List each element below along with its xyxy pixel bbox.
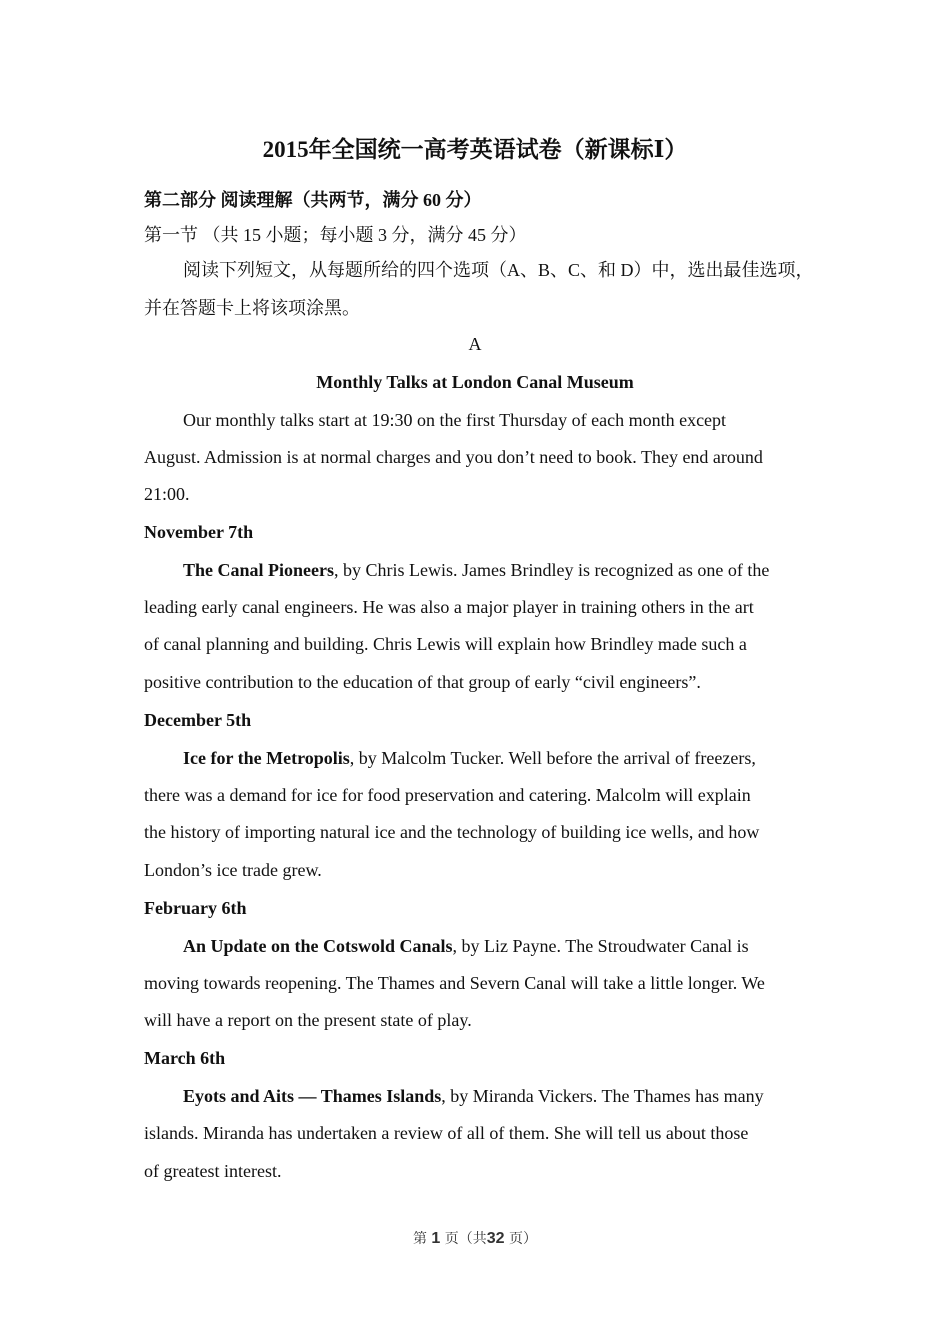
paragraph-line: islands. Miranda has undertaken a review of all of them. She will tell us about those [144, 1123, 749, 1143]
talk-date: December 5th [144, 710, 252, 730]
current-page-number: 1 [431, 1230, 441, 1247]
talk-date: March 6th [144, 1048, 226, 1068]
paragraph-line: there was a demand for ice for food preservation and catering. Malcolm will explain [144, 785, 751, 805]
talk-text: , by Malcolm Tucker. Well before the arrival of freezers, [349, 748, 756, 768]
footer-prefix: 第 [412, 1231, 427, 1247]
instruction-line: 并在答题卡上将该项涂黑。 [144, 298, 360, 318]
subsection-heading: 第一节 （共 15 小题；每小题 3 分，满分 45 分） [144, 225, 527, 245]
talk-title: The Canal Pioneers [183, 560, 334, 580]
passage-title: Monthly Talks at London Canal Museum [316, 372, 634, 392]
paragraph-line [183, 1084, 808, 1108]
talk-text: , by Liz Payne. The Stroudwater Canal is [452, 936, 749, 956]
paragraph-line: positive contribution to the education of that group of early “civil engineers”. [144, 672, 701, 692]
page-footer [0, 1229, 950, 1249]
paragraph-line [183, 746, 808, 770]
page-title: 2015年全国统一高考英语试卷（新课标Ⅰ） [262, 137, 688, 162]
talk-date: November 7th [144, 522, 254, 542]
paragraph-line: will have a report on the present state of play. [144, 1010, 472, 1030]
talk-title: Ice for the Metropolis [183, 748, 350, 768]
paragraph-line [183, 934, 808, 958]
total-pages-number: 32 [486, 1230, 505, 1247]
talk-text: , by Chris Lewis. James Brindley is recognized as one of the [334, 560, 770, 580]
paragraph-line: August. Admission is at normal charges and you don’t need to book. They end around [144, 447, 763, 467]
talk-date: February 6th [144, 898, 247, 918]
paragraph-line: Our monthly talks start at 19:30 on the first Thursday of each month except [183, 410, 727, 430]
talk-text: , by Miranda Vickers. The Thames has many [441, 1086, 764, 1106]
footer-middle: 页（共 [444, 1231, 487, 1247]
paragraph-line: London’s ice trade grew. [144, 860, 322, 880]
paragraph-line: of canal planning and building. Chris Lewis will explain how Brindley made such a [144, 634, 747, 654]
talk-title: Eyots and Aits — Thames Islands [183, 1086, 442, 1106]
passage-label: A [468, 334, 482, 354]
footer-suffix: 页） [509, 1231, 538, 1247]
paragraph-line: 21:00. [144, 484, 190, 504]
paragraph-line: the history of importing natural ice and the technology of building ice wells, and how [144, 822, 760, 842]
part-heading: 第二部分 阅读理解（共两节，满分 60 分） [144, 190, 482, 210]
talk-title: An Update on the Cotswold Canals [183, 936, 453, 956]
paragraph-line: moving towards reopening. The Thames and Severn Canal will take a little longer. We [144, 973, 765, 993]
paragraph-line [183, 558, 808, 582]
instruction-line: 阅读下列短文，从每题所给的四个选项（A、B、C、和 D）中，选出最佳选项， [183, 260, 814, 280]
paragraph-line: leading early canal engineers. He was also a major player in training others in the art [144, 597, 754, 617]
paragraph-line: of greatest interest. [144, 1161, 282, 1181]
